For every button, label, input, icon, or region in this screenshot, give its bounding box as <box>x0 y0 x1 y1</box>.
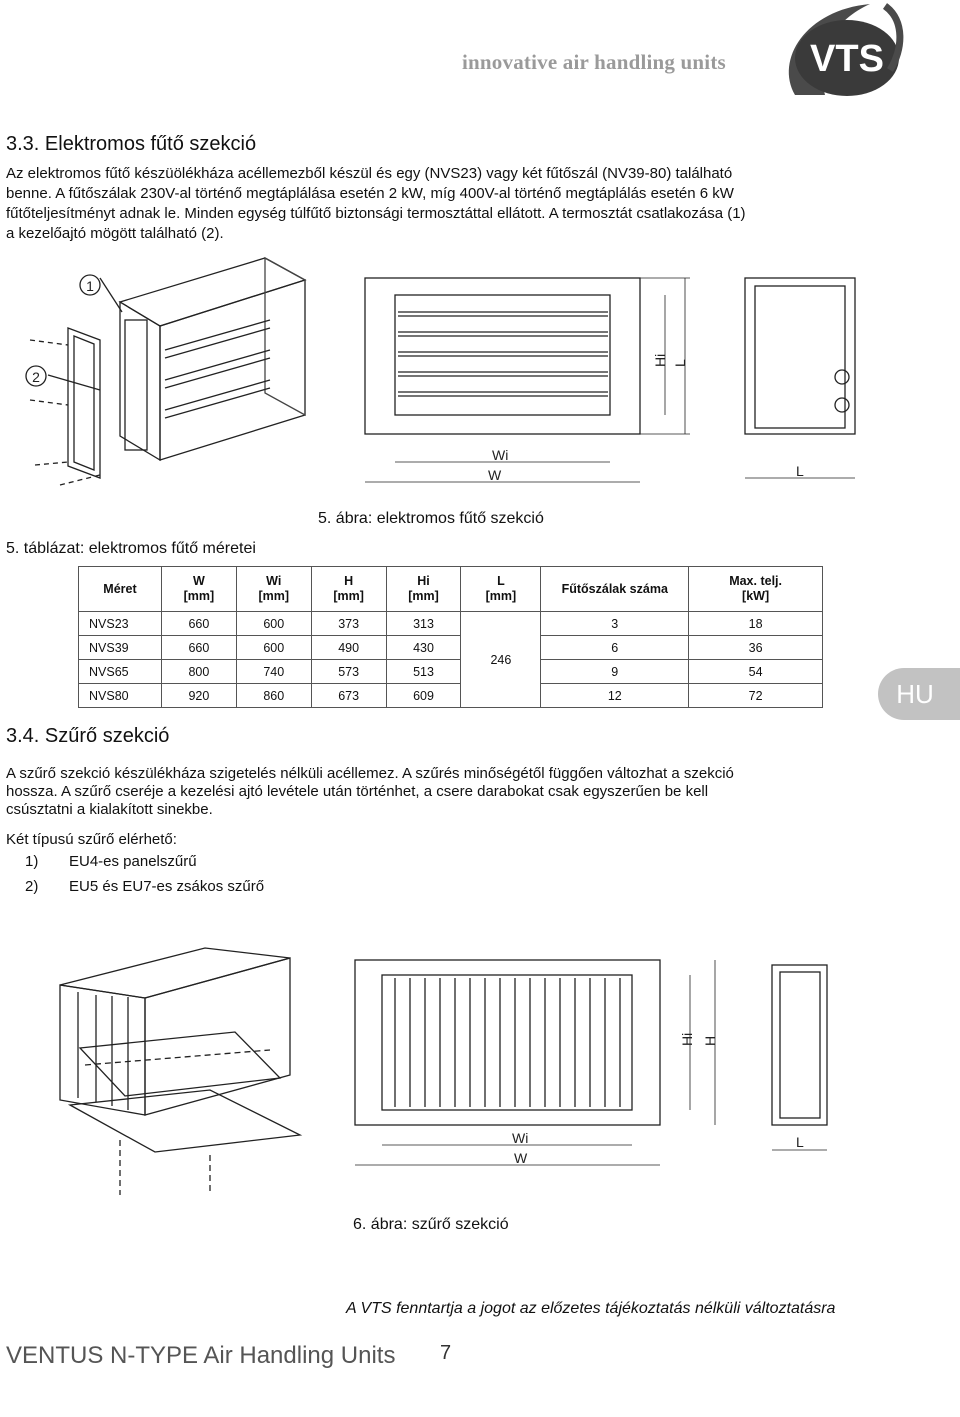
col-header-szalak: Fűtőszálak száma <box>541 567 689 612</box>
shared-l-cell: 246 <box>461 612 541 708</box>
filter-paragraph-line: hossza. A szűrő cseréje a kezelési ajtó levétele után történhet, a csere darabokat csak egyszerűen be kell <box>6 783 709 800</box>
page-number: 7 <box>440 1342 452 1364</box>
callout-1: 1 <box>86 278 94 294</box>
heater-figure <box>0 250 960 500</box>
dim-label-l-side: L <box>672 359 688 367</box>
filter-dim-label-l: L <box>796 1134 804 1150</box>
filter-front-view <box>355 960 715 1165</box>
filter-types-intro: Két típusú szűrő elérhető: <box>6 831 177 848</box>
callout-2: 2 <box>32 369 40 385</box>
filter-paragraph-line: csúsztatni a kialakított sinekbe. <box>6 801 213 818</box>
col-header-l: L [mm] <box>461 567 541 612</box>
dim-label-w: W <box>488 467 502 483</box>
col-header-meret: Méret <box>79 567 162 612</box>
heater-section-heading: 3.3. Elektromos fűtő szekció <box>6 133 257 155</box>
dim-label-wi: Wi <box>492 447 509 463</box>
heater-paragraph-line: fűtőteljesítményt adnak le. Minden egység túlfűtő biztonsági termosztáttal ellátott. A termosztát csatlakozása (1) <box>6 205 746 222</box>
language-badge: HU <box>878 668 960 720</box>
table-row: NVS39 660 600 490 430 6 36 <box>79 636 823 660</box>
vts-logo <box>775 0 910 105</box>
heater-paragraph <box>6 164 946 244</box>
table-row: NVS80 920 860 673 609 12 72 <box>79 684 823 708</box>
filter-paragraph <box>6 765 946 819</box>
heater-isometric-drawing <box>30 258 305 485</box>
filter-section-heading: 3.4. Szűrő szekció <box>6 725 170 747</box>
filter-isometric-drawing <box>60 948 300 1195</box>
table-header-row <box>79 567 823 612</box>
heater-front-view <box>365 278 690 482</box>
logo-text: VTS <box>810 38 884 80</box>
filter-type-item: 2) EU5 és EU7-es zsákos szűrő <box>25 878 265 895</box>
filter-dim-label-h: H <box>702 1035 718 1046</box>
table-caption: 5. táblázat: elektromos fűtő méretei <box>6 540 256 557</box>
header-tagline: innovative air handling units <box>462 50 726 74</box>
heater-paragraph-line: Az elektromos fűtő készüölékháza acéllemezből készül és egy (NVS23) vagy két fűtőszál (NV39-80) található <box>6 165 733 182</box>
col-header-wi: Wi [mm] <box>236 567 311 612</box>
col-header-h: H [mm] <box>311 567 386 612</box>
table-row: NVS65 800 740 573 513 9 54 <box>79 660 823 684</box>
heater-side-view <box>745 278 855 478</box>
col-header-w: W [mm] <box>161 567 236 612</box>
footer-title: VENTUS N-TYPE Air Handling Units <box>6 1342 396 1369</box>
heater-dimensions-table <box>78 566 823 708</box>
filter-dim-label-wi: Wi <box>512 1130 529 1146</box>
heater-paragraph-line: benne. A fűtőszálak 230V-al történő megtáplálása esetén 2 kW, míg 400V-al történő megtáplálás esetén 6 kW <box>6 185 734 202</box>
dim-label-l-bottom: L <box>796 463 804 479</box>
heater-paragraph-line: a kezelőajtó mögött található (2). <box>6 225 224 242</box>
filter-dim-label-w: W <box>514 1150 528 1166</box>
filter-figure-caption: 6. ábra: szűrő szekció <box>353 1216 509 1233</box>
col-header-hi: Hi [mm] <box>386 567 461 612</box>
filter-figure <box>0 940 960 1210</box>
heater-figure-caption: 5. ábra: elektromos fűtő szekció <box>318 510 544 527</box>
filter-type-item: 1) EU4-es panelszűrű <box>25 853 197 870</box>
filter-paragraph-line: A szűrő szekció készülékháza szigetelés nélküli acéllemez. A szűrés minőségétől függően változhat a szekció <box>6 765 734 782</box>
col-header-max: Max. telj. [kW] <box>689 567 823 612</box>
filter-side-view <box>772 965 827 1150</box>
dim-label-hi: Hi <box>652 353 668 367</box>
table-row: NVS23 660 600 373 313 246 3 18 <box>79 612 823 636</box>
filter-dim-label-hi: Hi <box>679 1032 695 1046</box>
footer-note: A VTS fenntartja a jogot az előzetes tájékoztatás nélküli változtatásra <box>346 1300 836 1317</box>
